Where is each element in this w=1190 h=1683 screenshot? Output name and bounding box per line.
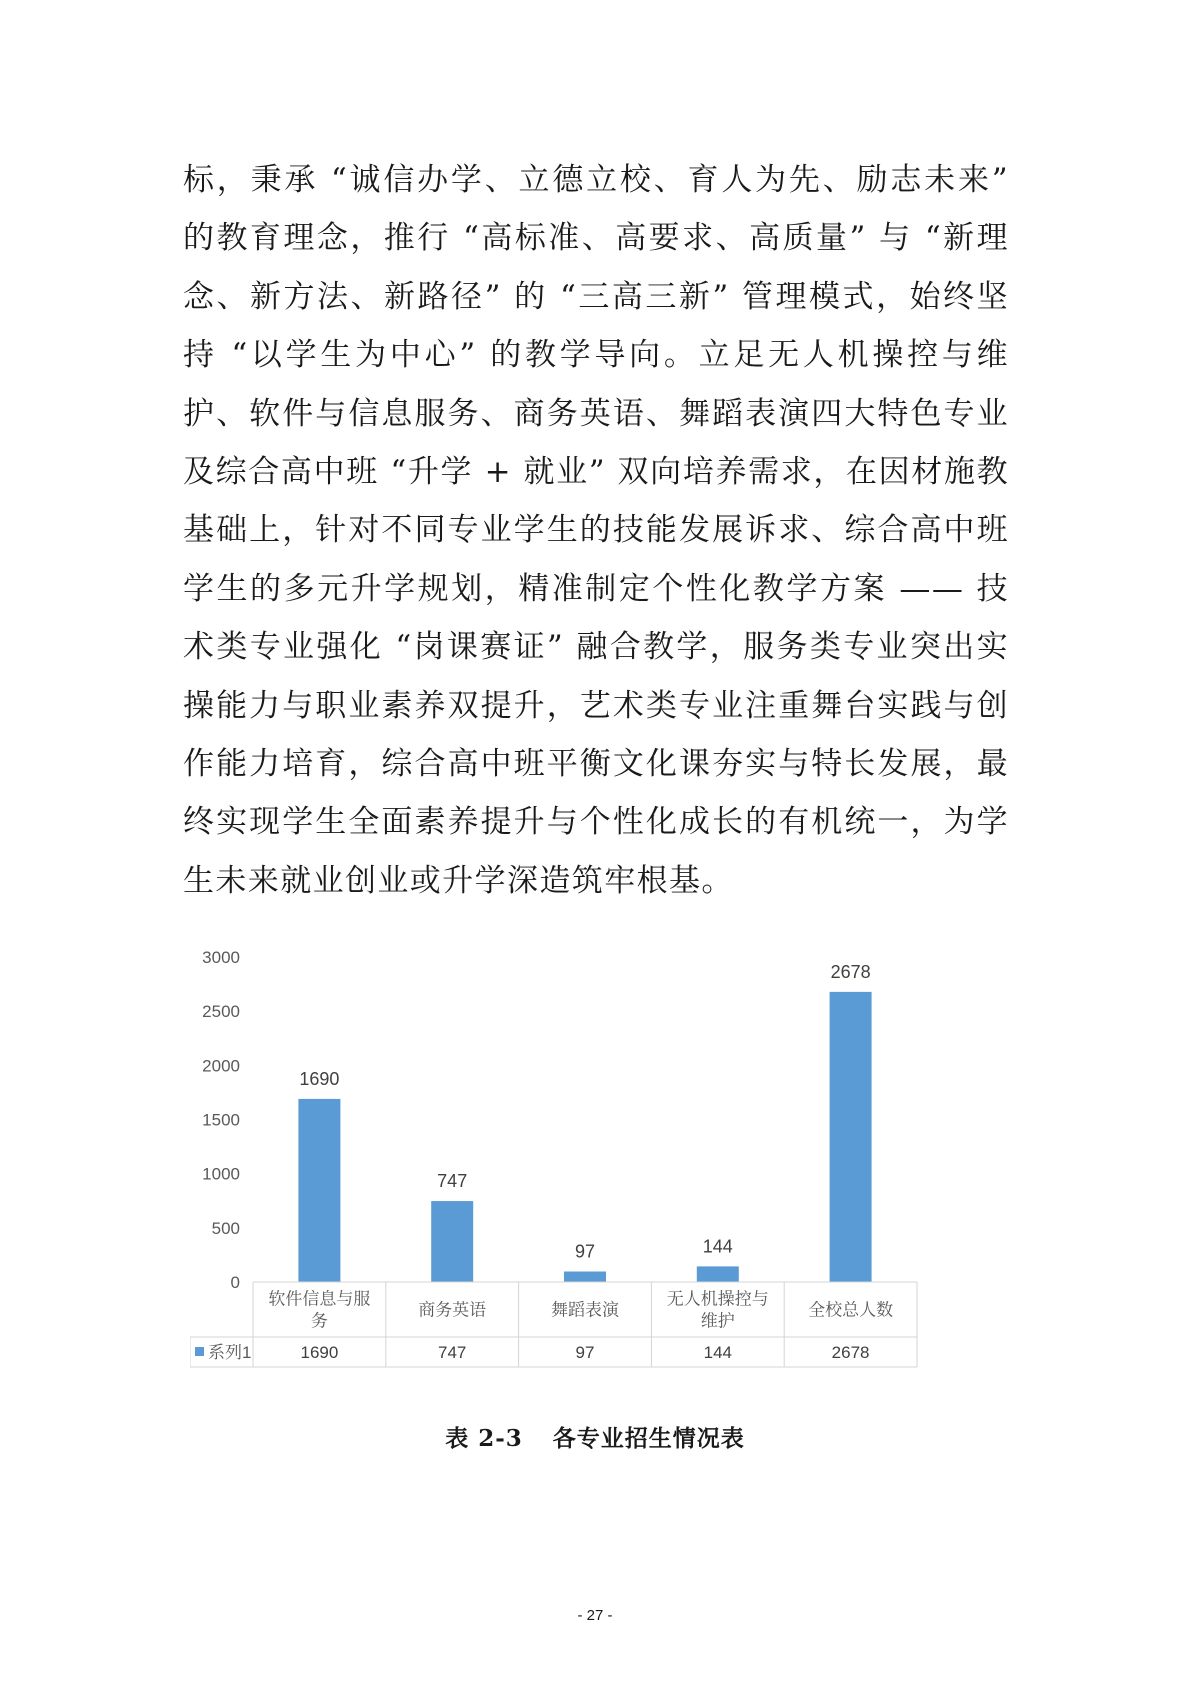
category-label: 维护 <box>700 1311 735 1331</box>
enrollment-chart <box>190 910 1020 1395</box>
category-label: 全校总人数 <box>808 1300 894 1320</box>
table-value: 747 <box>438 1343 467 1362</box>
bar <box>697 1266 739 1282</box>
y-tick-label: 2500 <box>202 1002 240 1022</box>
y-tick-label: 1000 <box>202 1164 240 1184</box>
caption-number: 表 2-3 <box>445 1425 523 1452</box>
page-number: - 27 - <box>577 1607 613 1624</box>
y-tick-label: 0 <box>230 1273 240 1292</box>
table-value: 2678 <box>831 1343 870 1362</box>
y-tick-label: 1500 <box>202 1110 240 1130</box>
y-tick-label: 3000 <box>202 948 240 967</box>
category-label: 无人机操控与 <box>666 1289 769 1309</box>
bar <box>298 1099 340 1282</box>
bar-data-label: 144 <box>702 1236 733 1257</box>
chart-svg <box>190 910 1020 1395</box>
category-label: 商务英语 <box>418 1300 487 1320</box>
legend-key <box>195 1347 204 1356</box>
bar-data-label: 2678 <box>830 961 871 982</box>
table-value: 1690 <box>300 1343 339 1362</box>
caption-title: 各专业招生情况表 <box>552 1425 745 1452</box>
table-caption <box>0 1420 1190 1453</box>
bar-data-label: 747 <box>437 1171 468 1192</box>
bar <box>830 992 872 1282</box>
bar <box>564 1271 606 1282</box>
category-label: 软件信息与服 <box>268 1289 371 1309</box>
bar-data-label: 97 <box>574 1241 596 1262</box>
y-tick-label: 500 <box>211 1218 240 1238</box>
y-tick-label: 2000 <box>202 1056 240 1076</box>
category-label: 务 <box>310 1311 328 1331</box>
bar-data-label: 1690 <box>299 1068 340 1089</box>
table-value: 144 <box>703 1343 732 1362</box>
body-paragraph: 标，秉承 “诚信办学、立德立校、育人为先、励志未来” 的教育理念，推行 “高标准、高要求、高质量” 与 “新理念、新方法、新路径” 的 “三高三新” 管理模式，始终坚持 “以学生为中心” 的教学导向。立足无人机操控与维护、软件与信息服务、商务英语、舞蹈表演四大特色专业及综合高中班 “升学 + 就业” 双向培养需求，在因材施教基础上，针对不同专业学生的技能发展诉求、综合高中班学生的多元升学规划，精准制定个性化教学方案 —— 技术类专业强化 “岗课赛证” 融合教学，服务类专业突出实操能力与职业素养双提升，艺术类专业注重舞台实践与创作能力培育，综合高中班平衡文化课夯实与特长发展，最终实现学生全面素养提升与个性化成长的有机统一，为学生未来就业创业或升学深造筑牢根基。 <box>183 162 1009 899</box>
category-label: 舞蹈表演 <box>551 1300 619 1320</box>
table-value: 97 <box>575 1343 595 1362</box>
bar <box>431 1201 473 1282</box>
legend-series-name: 系列1 <box>208 1343 252 1362</box>
